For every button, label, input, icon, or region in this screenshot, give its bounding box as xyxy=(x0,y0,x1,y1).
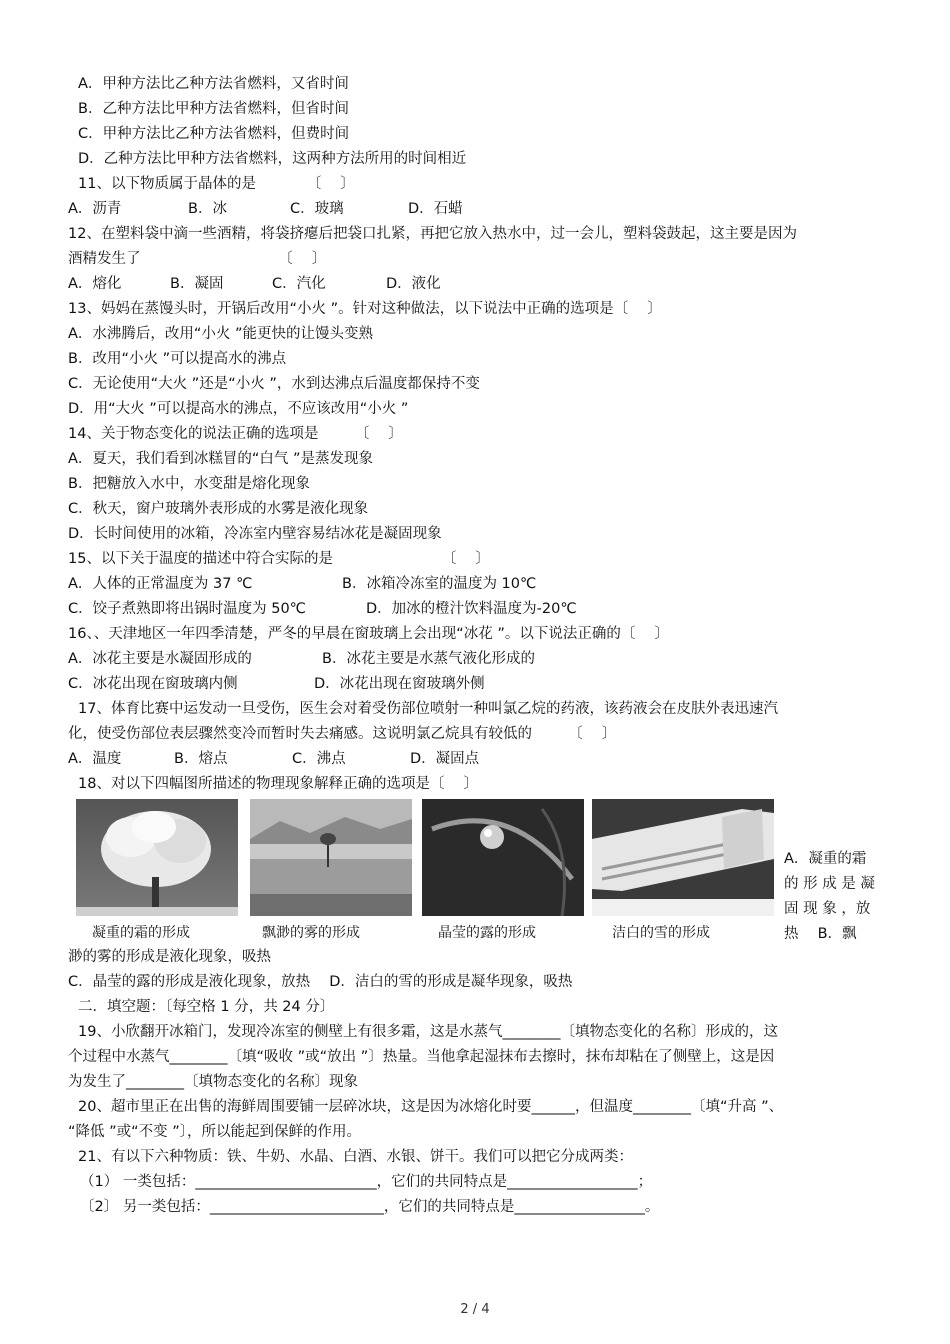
q12-option-a: A．熔化 xyxy=(68,276,122,292)
q16-options-row2 xyxy=(68,674,485,694)
caption-dew: 晶莹的露的形成 xyxy=(438,925,536,941)
q14-option-a: A．夏天，我们看到冰糕冒的“白气 ”是蒸发现象 xyxy=(68,451,374,467)
q15-option-a: A．人体的正常温度为 37 ℃ xyxy=(68,576,253,592)
q21-part1: （1） 一类包括：_________________________，它们的共同特点是__________________； xyxy=(80,1174,653,1190)
q18-options-cd: C．晶莹的露的形成是液化现象，放热 D．洁白的雪的形成是凝华现象，吸热 xyxy=(68,974,573,990)
q14-option-b: B．把糖放入水中，水变甜是熔化现象 xyxy=(68,476,310,492)
q15-options-row2 xyxy=(68,599,577,619)
q10-option-a: A．甲种方法比乙种方法省燃料，又省时间 xyxy=(78,76,349,92)
q11-stem: 11、以下物质属于晶体的是 〔 〕 xyxy=(78,176,355,192)
q21-stem: 21、有以下六种物质：铁、牛奶、水晶、白酒、水银、饼干。我们可以把它分成两类： xyxy=(78,1149,633,1165)
q19-line2: 个过程中水蒸气________〔填“吸收 ”或“放出 ”〕热量。当他拿起湿抹布去擦时，抹布却粘在了侧壁上，这是因 xyxy=(68,1049,775,1065)
q16-stem: 16、、天津地区一年四季清楚，严冬的早晨在窗玻璃上会出现“冰花 ”。以下说法正确的〔 〕 xyxy=(68,626,669,642)
frost-tree-photo xyxy=(76,799,238,916)
q17-option-c: C．沸点 xyxy=(292,751,346,767)
q18-side-line1: A．凝重的霜 xyxy=(784,851,867,867)
page-number: 2 / 4 xyxy=(460,1302,490,1317)
q20-line1: 20、超市里正在出售的海鲜周围要铺一层碎冰块，这是因为冰熔化时要______，但温度________〔填“升高 ”、 xyxy=(78,1099,784,1115)
q18-option-a-wrap xyxy=(784,847,884,947)
q13-stem: 13、妈妈在蒸馒头时，开锅后改用“小火 ”。针对这种做法，以下说法中正确的选项是〔 〕 xyxy=(68,301,662,317)
q17-option-d: D．凝固点 xyxy=(410,751,480,767)
q14-option-d: D．长时间使用的冰箱，冷冻室内壁容易结冰花是凝固现象 xyxy=(68,526,442,542)
q15-option-b: B．冰箱冷冻室的温度为 10℃ xyxy=(342,576,537,592)
q11-option-a: A．沥青 xyxy=(68,201,122,217)
dew-drop-photo xyxy=(422,799,584,916)
q12-options xyxy=(68,274,441,294)
section2-title: 二．填空题：〔每空格 1 分，共 24 分〕 xyxy=(78,999,335,1015)
q13-option-c: C．无论使用“大火 ”还是“小火 ”，水到达沸点后温度都保持不变 xyxy=(68,376,480,392)
q15-options-row1 xyxy=(68,574,536,594)
q16-option-d: D．冰花出现在窗玻璃外侧 xyxy=(314,676,485,692)
caption-fog: 飘渺的雾的形成 xyxy=(262,925,360,941)
q13-option-a: A．水沸腾后，改用“小火 ”能更快的让馒头变熟 xyxy=(68,326,374,342)
q10-option-c: C．甲种方法比乙种方法省燃料，但费时间 xyxy=(78,126,350,142)
q16-option-c: C．冰花出现在窗玻璃内侧 xyxy=(68,676,238,692)
q20-line2: “降低 ”或“不变 ”〕，所以能起到保鲜的作用。 xyxy=(68,1124,362,1140)
q11-option-b: B．冰 xyxy=(188,201,227,217)
q16-options-row1 xyxy=(68,649,535,669)
q16-option-a: A．冰花主要是水凝固形成的 xyxy=(68,651,252,667)
q10-option-b: B．乙种方法比甲种方法省燃料，但省时间 xyxy=(78,101,349,117)
q11-options xyxy=(68,199,463,219)
q17-option-b: B．熔点 xyxy=(174,751,228,767)
q17-stem-line1: 17、体育比赛中运发动一旦受伤，医生会对着受伤部位喷射一种叫氯乙烷的药液，该药液会在皮肤外表迅速汽 xyxy=(78,701,778,717)
q18-stem: 18、对以下四幅图所描述的物理现象解释正确的选项是〔 〕 xyxy=(78,776,479,792)
q11-option-d: D．石蜡 xyxy=(408,201,463,217)
q16-option-b: B．冰花主要是水蒸气液化形成的 xyxy=(322,651,535,667)
q10-option-d: D．乙种方法比甲种方法省燃料，这两种方法所用的时间相近 xyxy=(78,151,467,167)
q18-side-line3: 固 现 象 ，放 xyxy=(784,901,871,917)
q11-option-c: C．玻璃 xyxy=(290,201,344,217)
q14-option-c: C．秋天，窗户玻璃外表形成的水雾是液化现象 xyxy=(68,501,369,517)
q18-option-b-cont: 渺的雾的形成是液化现象，吸热 xyxy=(68,949,271,965)
q19-line3: 为发生了________〔填物态变化的名称〕现象 xyxy=(68,1074,358,1090)
q17-options xyxy=(68,749,479,769)
q15-stem: 15、以下关于温度的描述中符合实际的是 〔 〕 xyxy=(68,551,490,567)
q19-line1: 19、小欣翻开冰箱门，发现冷冻室的侧壁上有很多霜，这是水蒸气________〔填物态变化的名称〕形成的，这 xyxy=(78,1024,778,1040)
q18-side-line4: 热 B．飘 xyxy=(784,926,857,942)
q17-option-a: A．温度 xyxy=(68,751,122,767)
q12-stem-line1: 12、在塑料袋中滴一些酒精，将袋挤瘪后把袋口扎紧，再把它放入热水中，过一会儿，塑料袋鼓起，这主要是因为 xyxy=(68,226,797,242)
q12-option-c: C．汽化 xyxy=(272,276,326,292)
q21-part2: 〔2〕 另一类包括：________________________，它们的共同特点是__________________。 xyxy=(80,1199,660,1215)
q12-stem-line2: 酒精发生了 〔 〕 xyxy=(68,251,327,267)
q17-stem-line2: 化，使受伤部位表层骤然变冷而暂时失去痛感。这说明氯乙烷具有较低的 〔 〕 xyxy=(68,726,617,742)
caption-frost: 凝重的霜的形成 xyxy=(92,925,190,941)
fog-lake-photo xyxy=(250,799,412,916)
q13-option-d: D．用“大火 ”可以提高水的沸点，不应该改用“小火 ” xyxy=(68,401,409,417)
q15-option-d: D．加冰的橙汁饮料温度为-20℃ xyxy=(366,601,577,617)
snow-bench-photo xyxy=(592,799,774,916)
q12-option-b: B．凝固 xyxy=(170,276,224,292)
q12-option-d: D．液化 xyxy=(386,276,441,292)
caption-snow: 洁白的雪的形成 xyxy=(612,925,710,941)
q13-option-b: B．改用“小火 ”可以提高水的沸点 xyxy=(68,351,287,367)
q14-stem: 14、关于物态变化的说法正确的选项是 〔 〕 xyxy=(68,426,403,442)
q18-side-line2: 的 形 成 是 凝 xyxy=(784,876,875,892)
q15-option-c: C．饺子煮熟即将出锅时温度为 50℃ xyxy=(68,601,306,617)
